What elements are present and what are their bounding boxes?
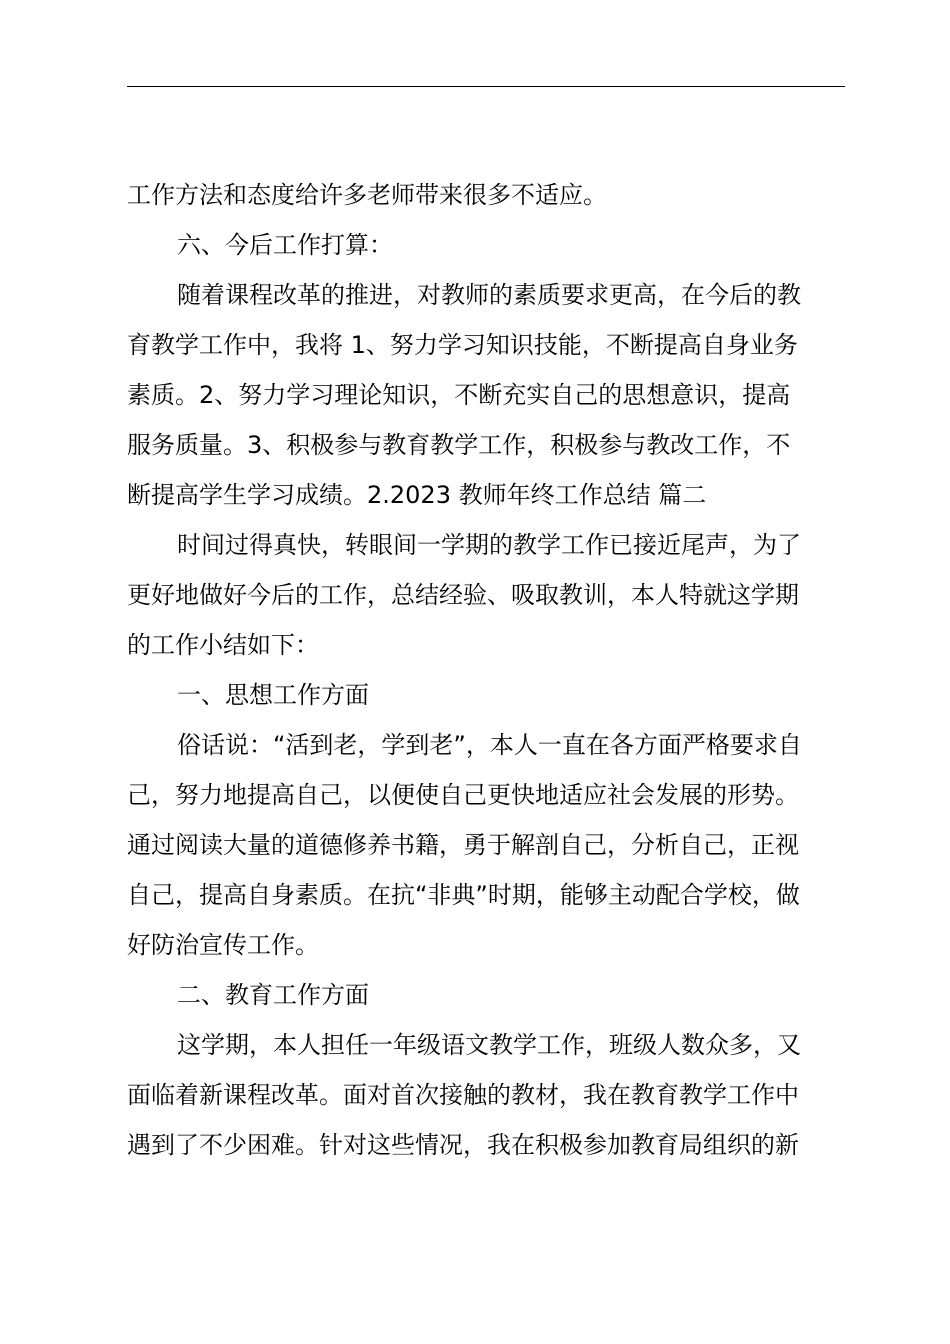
text-line: 服务质量。3、积极参与教育教学工作，积极参与教改工作，不 xyxy=(127,431,791,459)
section-heading: 一、思想工作方面 xyxy=(177,681,369,709)
text-line: 工作方法和态度给许多老师带来很多不适应。 xyxy=(127,181,607,209)
text-line: 通过阅读大量的道德修养书籍，勇于解剖自己，分析自己，正视 xyxy=(127,831,799,859)
text-line: 自己，提高自身素质。在抗“非典”时期，能够主动配合学校，做 xyxy=(127,881,800,909)
section-heading: 二、教育工作方面 xyxy=(177,981,369,1009)
section-heading: 六、今后工作打算： xyxy=(177,231,393,259)
text-line: 更好地做好今后的工作，总结经验、吸取教训，本人特就这学期 xyxy=(127,581,799,609)
text-line: 育教学工作中，我将 1、努力学习知识技能，不断提高自身业务 xyxy=(127,331,798,359)
text-line: 时间过得真快，转眼间一学期的教学工作已接近尾声，为了 xyxy=(177,531,801,559)
text-line: 这学期，本人担任一年级语文教学工作，班级人数众多，又 xyxy=(177,1031,801,1059)
document-body xyxy=(127,170,847,1170)
text-line: 好防治宣传工作。 xyxy=(127,931,319,959)
text-line: 随着课程改革的推进，对教师的素质要求更高，在今后的教 xyxy=(177,281,801,309)
text-line: 面临着新课程改革。面对首次接触的教材，我在教育教学工作中 xyxy=(127,1081,799,1109)
header-rule xyxy=(127,86,845,87)
text-line: 素质。2、努力学习理论知识，不断充实自己的思想意识，提高 xyxy=(127,381,791,409)
text-line: 断提高学生学习成绩。2.2023 教师年终工作总结 篇二 xyxy=(127,481,707,509)
text-line: 俗话说：“活到老，学到老”，本人一直在各方面严格要求自 xyxy=(177,731,802,759)
text-line: 的工作小结如下： xyxy=(127,631,319,659)
text-line: 遇到了不少困难。针对这些情况，我在积极参加教育局组织的新 xyxy=(127,1131,799,1159)
text-line: 己，努力地提高自己，以便使自己更快地适应社会发展的形势。 xyxy=(127,781,799,809)
